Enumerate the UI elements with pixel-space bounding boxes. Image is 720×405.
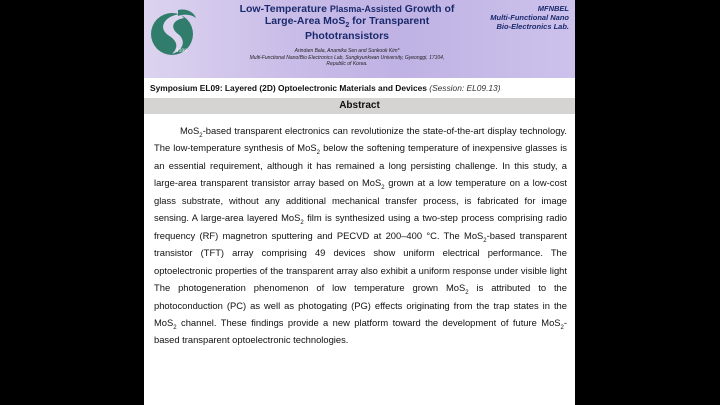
lab-name: MFNBEL Multi-Functional Nano Bio-Electronics Lab.: [490, 4, 569, 31]
authors-block: [228, 48, 466, 68]
abstract-heading: Abstract: [144, 98, 575, 114]
affiliation-line1: Multi-Functional Nano/Bio Electronics Lab, Sungkyunkwan University, Gyeonggi, 17104,: [249, 54, 445, 61]
symposium-line: [150, 83, 570, 93]
university-logo-icon: [150, 6, 198, 62]
session-label: (Session: EL09.13): [429, 83, 501, 93]
affiliation-line2: Republic of Korea.: [326, 61, 368, 67]
author-names: Arindam Bala, Anamika Sen and Sunkook Kim*: [294, 48, 400, 54]
poster-title: Low-Temperature Plasma-Assisted Growth of Large-Area MoS$_2$ for Transparent Phototransistors: [239, 3, 455, 43]
poster-header: [144, 0, 575, 78]
abstract-text: MoS$_2$-based transparent electronics can revolutionize the state-of-the-art display technology. The low-temperature synthesis of MoS$_2$ below the softening temperature of inexpensive glasses is an essential requirement, although it has remained a long persisting challenge. In this study, a large-area transparent transistor array based on MoS$_2$ grown at a low temperature on a low-cost glass substrate, without any additional mechanical transfer process, is fabricated for image sensing. A large-area layered MoS$_2$ film is synthesized using a two-step process comprising radio frequency (RF) magnetron sputtering and PECVD at 200–400 °C. The MoS$_2$-based transparent transistor (TFT) array comprising 49 devices show uniform electrical performance. The optoelectronic properties of the transparent array also exhibit a uniform response under visible light The photogeneration phenomenon of low temperature grown MoS$_2$ is attributed to the photoconduction (PC) as well as photogating (PG) effects originating from the trap states in the MoS$_2$ channel. These findings provide a new platform toward the development of future MoS$_2$-based transparent optoelectronic technologies.: [154, 125, 568, 346]
poster-slide: [144, 0, 575, 405]
logo-year: 1398: [176, 48, 187, 54]
symposium-label: Symposium EL09: Layered (2D) Optoelectronic Materials and Devices: [150, 83, 427, 93]
